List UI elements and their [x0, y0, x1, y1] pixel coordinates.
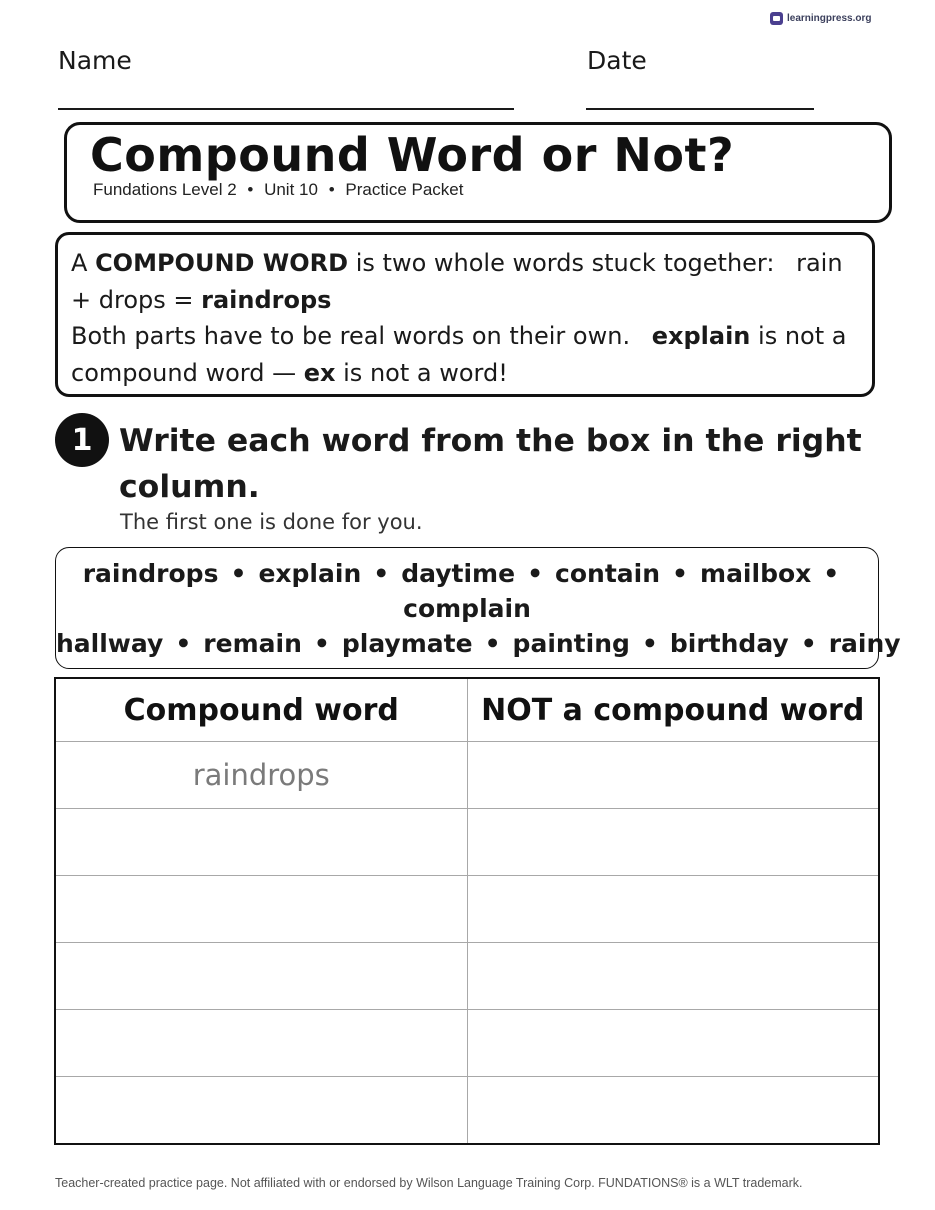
word-bank-word: complain	[403, 594, 531, 623]
word-separator: •	[527, 559, 544, 588]
table-row	[55, 1010, 879, 1077]
subtitle-level: Fundations Level 2	[93, 180, 237, 199]
compound-cell[interactable]	[55, 809, 467, 876]
subtitle-packet: Practice Packet	[345, 180, 464, 199]
subtitle-unit: Unit 10	[264, 180, 318, 199]
word-separator: •	[823, 559, 840, 588]
sorting-table	[54, 677, 880, 1145]
definition-text: is two whole words stuck together:	[355, 249, 775, 277]
definition-box	[55, 232, 875, 397]
table-row	[55, 809, 879, 876]
step-instruction: Write each word from the box in the right column.	[119, 423, 862, 505]
word-bank	[55, 547, 901, 669]
compound-cell[interactable]	[55, 943, 467, 1010]
word-bank-word: rainy	[828, 629, 901, 658]
compound-cell[interactable]	[55, 876, 467, 943]
word-bank-word: birthday	[669, 629, 789, 658]
word-separator: •	[313, 629, 330, 658]
word-separator: •	[641, 629, 658, 658]
definition-text: is not a compound word —	[71, 322, 847, 387]
definition-text: A	[71, 249, 88, 277]
word-bank-row	[56, 626, 901, 661]
brand-logo	[770, 12, 871, 25]
word-bank-word: explain	[258, 559, 362, 588]
word-separator: •	[175, 629, 192, 658]
not-compound-cell[interactable]	[467, 742, 879, 809]
table-row	[55, 943, 879, 1010]
name-label: Name	[58, 46, 132, 75]
table-row	[55, 876, 879, 943]
definition-text: Both parts have to be real words on their own.	[71, 322, 631, 350]
compound-cell[interactable]: raindrops	[55, 742, 467, 809]
example-result: raindrops	[201, 285, 332, 314]
word-separator: •	[672, 559, 689, 588]
word-bank-row	[56, 556, 878, 626]
not-compound-cell[interactable]	[467, 1010, 879, 1077]
word-bank-word: remain	[203, 629, 302, 658]
non-example-word: explain	[651, 322, 751, 350]
date-line[interactable]	[586, 108, 814, 110]
not-compound-cell[interactable]	[467, 809, 879, 876]
word-bank-word: daytime	[401, 559, 516, 588]
column-header-not-compound: NOT a compound word	[467, 678, 879, 742]
example-part-2: drops	[98, 285, 166, 314]
page-title: Compound Word or Not?	[90, 128, 735, 182]
word-bank-word: mailbox	[700, 559, 812, 588]
word-separator: •	[230, 559, 247, 588]
step-number-badge: 1	[55, 413, 109, 467]
word-bank-word: contain	[555, 559, 661, 588]
not-compound-cell[interactable]	[467, 876, 879, 943]
table-row	[55, 742, 879, 809]
word-separator: •	[484, 629, 501, 658]
not-compound-cell[interactable]	[467, 1077, 879, 1145]
word-separator: •	[373, 559, 390, 588]
footer-disclaimer: Teacher-created practice page. Not affiliated with or endorsed by Wilson Language Training Corp. FUNDATIONS® is a WLT trademark.	[55, 1176, 803, 1190]
column-header-compound: Compound word	[55, 678, 467, 742]
table-row	[55, 1077, 879, 1145]
example-plus: +	[71, 285, 92, 314]
word-bank-word: raindrops	[82, 559, 219, 588]
word-bank-word: painting	[512, 629, 630, 658]
definition-paragraph-1	[71, 245, 860, 318]
brand-text: learningpress.org	[787, 13, 872, 24]
step-note: The first one is done for you.	[120, 510, 423, 534]
definition-term: COMPOUND WORD	[95, 249, 349, 277]
word-separator: •	[800, 629, 817, 658]
subtitle-separator: •	[247, 180, 254, 199]
word-bank-word: hallway	[56, 629, 164, 658]
name-line[interactable]	[58, 108, 514, 110]
date-label: Date	[587, 46, 647, 75]
example-part-1: rain	[796, 249, 843, 277]
compound-cell[interactable]	[55, 1010, 467, 1077]
definition-paragraph-2	[71, 318, 860, 391]
brand-icon	[770, 12, 783, 25]
compound-cell[interactable]	[55, 1077, 467, 1145]
not-compound-cell[interactable]	[467, 943, 879, 1010]
non-example-part: ex	[303, 358, 336, 387]
word-bank-word: playmate	[341, 629, 473, 658]
subtitle-separator: •	[328, 180, 335, 199]
page-subtitle	[93, 180, 463, 200]
definition-text: is not a word!	[343, 358, 508, 387]
table-header-row	[55, 678, 879, 742]
example-equals: =	[173, 285, 194, 314]
